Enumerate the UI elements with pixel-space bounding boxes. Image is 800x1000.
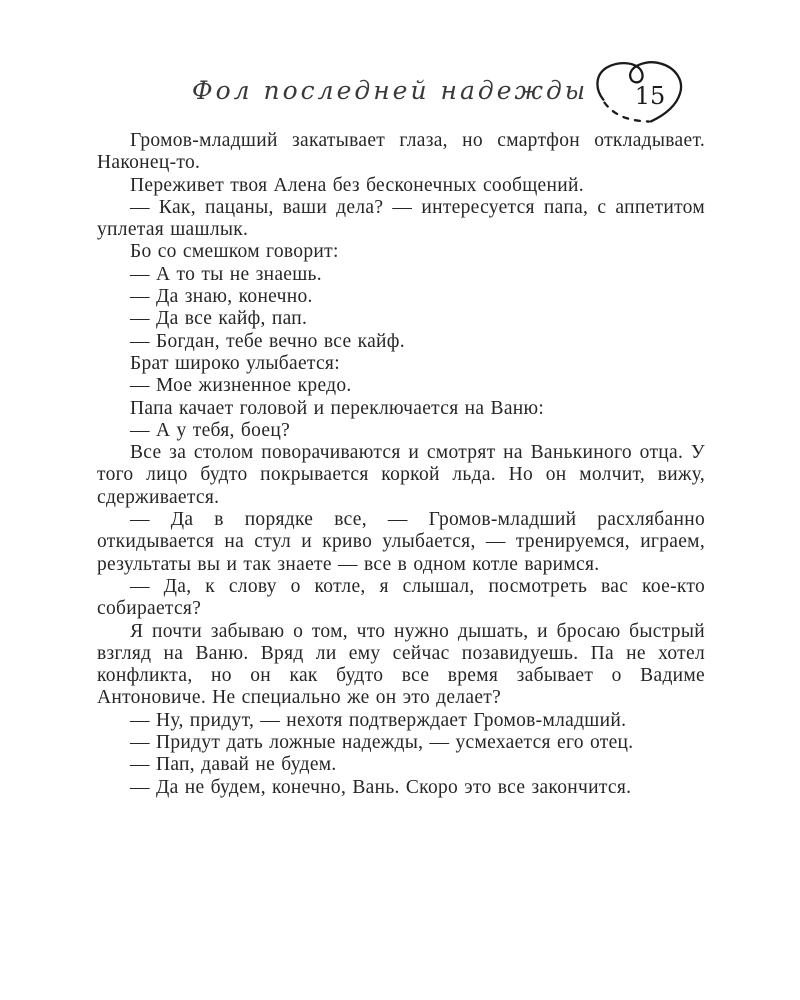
paragraph: Все за столом поворачиваются и смотрят на Ванькиного отца. У того лицо будто покрывается коркой льда. Но он молчит, вижу, сдерживается. (97, 442, 705, 508)
paragraph: — Мое жизненное кредо. (130, 375, 352, 397)
page-number: 15 (634, 82, 666, 110)
paragraph: — Как, пацаны, ваши дела? — интересуется папа, с аппетитом уплетая шашлык. (97, 196, 705, 241)
paragraph: — А то ты не знаешь. (130, 263, 322, 285)
paragraph: — А у тебя, боец? (130, 419, 291, 441)
page-number-badge (592, 52, 692, 137)
running-title: Фол последней надежды (191, 76, 589, 105)
page-text (97, 130, 705, 799)
paragraph: Папа качает головой и переключается на Ваню: (130, 397, 545, 419)
paragraph: Бо со смешком говорит: (130, 241, 339, 263)
paragraph: Брат широко улыбается: (130, 352, 340, 374)
paragraph: Я почти забываю о том, что нужно дышать, и бросаю быстрый взгляд на Ваню. Вряд ли ему сейчас позавидуешь. Па не хотел конфликта, но он как будто все время забывает о Вадиме Антоновиче. Не специально же он это делает? (97, 620, 705, 709)
paragraph: Переживет твоя Алена без бесконечных сообщений. (130, 174, 584, 196)
paragraph: — Да в порядке все, — Громов-младший расхлябанно откидывается на стул и криво улыбается, — тренируемся, играем, результаты вы и так знаете — все в одном котле варимся. (97, 509, 705, 575)
paragraph: — Да, к слову о котле, я слышал, посмотреть вас кое-кто собирается? (97, 575, 705, 620)
paragraph: — Ну, придут, — нехотя подтверждает Громов-младший. (130, 709, 627, 731)
paragraph: — Да знаю, конечно. (130, 286, 313, 308)
paragraph: — Да все кайф, пап. (130, 308, 308, 330)
paragraph: — Богдан, тебе вечно все кайф. (130, 330, 405, 352)
paragraph: — Придут дать ложные надежды, — усмехается его отец. (130, 732, 634, 754)
paragraph: Громов-младший закатывает глаза, но смартфон откладывает. Наконец-то. (97, 130, 705, 174)
paragraph: — Да не будем, конечно, Вань. Скоро это все закончится. (130, 776, 632, 798)
paragraph: — Пап, давай не будем. (130, 754, 337, 776)
